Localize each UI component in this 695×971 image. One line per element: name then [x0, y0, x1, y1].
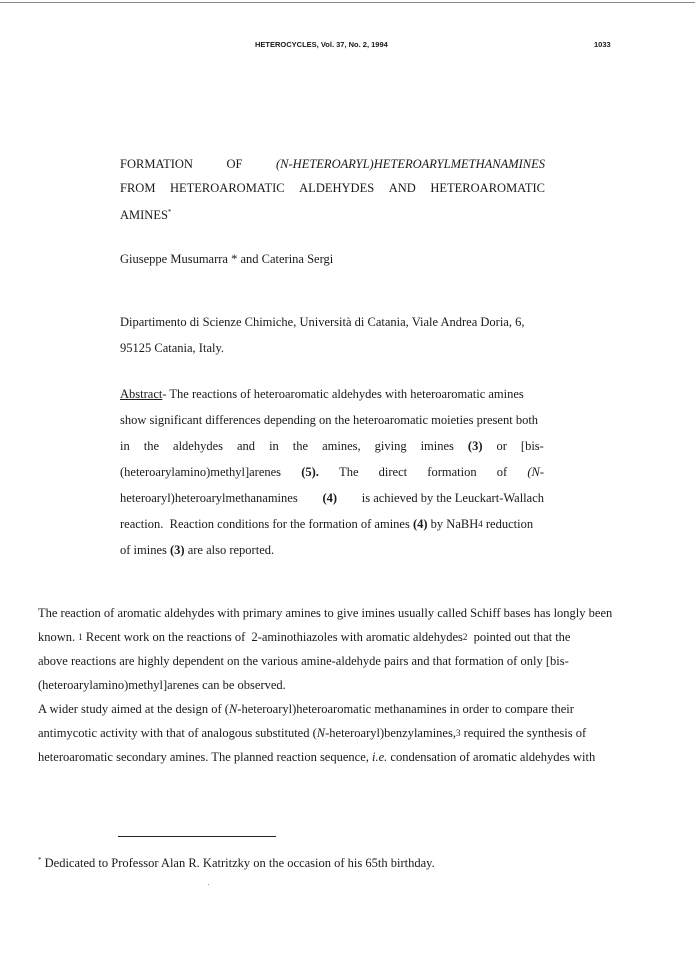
footnote-marker: * — [38, 856, 42, 864]
top-border-line — [0, 2, 695, 3]
title-word: HETEROAROMATIC — [430, 181, 545, 195]
title-word: AMINES — [120, 208, 168, 223]
affiliation-line-1: Dipartimento di Scienze Chimiche, Università di Catania, Viale Andrea Doria, 6, — [120, 315, 525, 329]
author-list: Giuseppe Musumarra * and Caterina Sergi — [120, 252, 334, 266]
body-text-run: i.e. — [372, 750, 388, 764]
body-line — [38, 625, 655, 649]
title-word: OF — [226, 157, 243, 171]
abstract-line-3 — [120, 433, 544, 459]
title-line-1 — [120, 152, 545, 176]
abstract-line-5 — [120, 485, 544, 511]
footnote-separator — [118, 836, 276, 837]
title-word: FROM — [120, 181, 156, 195]
body-line — [38, 697, 655, 721]
title-word: HETEROAROMATIC — [170, 181, 285, 195]
abstract-word: in — [269, 439, 279, 453]
body-text-run: N — [316, 726, 326, 740]
body-text-run: known. — [38, 630, 76, 644]
compound-ref: (3) — [170, 543, 185, 557]
abstract-word: giving — [374, 439, 407, 453]
abstract-word: (heteroarylamino)methyl]arenes — [120, 465, 282, 479]
title-footnote-marker: * — [167, 208, 172, 216]
body-text-run: -heteroaryl)benzylamines, — [325, 726, 456, 740]
body-text-run: N — [228, 702, 238, 716]
title-line-3 — [120, 200, 545, 227]
abstract-word: the — [292, 439, 309, 453]
body-line — [38, 649, 655, 673]
body-text-run: A wider study aimed at the design of ( — [38, 702, 229, 716]
abstract-text: reaction. Reaction conditions for the formation of amines — [120, 517, 410, 531]
body-text-run: (heteroarylamino)methyl]arenes can be observed. — [38, 678, 286, 692]
page-number: 1033 — [594, 40, 611, 49]
abstract-line-4 — [120, 459, 544, 485]
running-header — [0, 40, 695, 56]
abstract-word: of — [496, 465, 508, 479]
body-text-run: -heteroaryl)heteroaromatic methanamines in order to compare their — [237, 702, 574, 716]
abstract-text: show significant differences depending on the heteroaromatic moieties present both — [120, 413, 539, 427]
abstract-text: is achieved by the Leuckart-Wallach — [361, 491, 544, 505]
abstract-text: reduction — [485, 517, 534, 531]
abstract-word: amines, — [322, 439, 361, 453]
body-text-run: condensation of aromatic aldehydes with — [390, 750, 596, 764]
body-text-run: antimycotic activity with that of analogous substituted ( — [38, 726, 317, 740]
abstract-word: formation — [427, 465, 477, 479]
body-line — [38, 673, 655, 697]
body-text-run: heteroaromatic secondary amines. The planned reaction sequence, — [38, 750, 369, 764]
scan-speck — [208, 884, 209, 885]
footnote — [38, 856, 435, 871]
title-word: AND — [388, 181, 416, 195]
abstract-word: imines — [420, 439, 454, 453]
compound-ref: (4) — [412, 517, 428, 531]
abstract-word: aldehydes — [173, 439, 223, 453]
journal-citation: HETEROCYCLES, Vol. 37, No. 2, 1994 — [255, 40, 388, 49]
body-text-run: above reactions are highly dependent on the various amine-aldehyde pairs and that formation of only [bis- — [38, 654, 569, 668]
abstract-word: (N- — [527, 465, 544, 479]
abstract-line-6 — [120, 511, 544, 537]
abstract-text: heteroaryl)heteroarylmethanamines — [120, 491, 298, 505]
abstract-word: direct — [378, 465, 408, 479]
affiliation-line-2: 95125 Catania, Italy. — [120, 341, 225, 355]
abstract-line-7 — [120, 537, 544, 563]
abstract-word: the — [143, 439, 160, 453]
body-text-run: pointed out that the — [473, 630, 571, 644]
title-word: FORMATION — [120, 157, 193, 171]
affiliation — [120, 309, 550, 361]
compound-ref: (5). — [301, 465, 319, 479]
abstract-line-2 — [120, 407, 544, 433]
citation-ref: 3 — [455, 728, 461, 738]
body-line — [38, 601, 655, 625]
body-line — [38, 745, 655, 769]
citation-ref: 2 — [462, 632, 468, 642]
body-text — [38, 601, 655, 769]
abstract-word: [bis- — [520, 439, 544, 453]
abstract-word: The — [339, 465, 359, 479]
footnote-text: Dedicated to Professor Alan R. Katritzky on the occasion of his 65th birthday. — [44, 856, 435, 871]
body-text-run: The reaction of aromatic aldehydes with primary amines to give imines usually called Schiff bases has longly been — [38, 606, 613, 620]
abstract-word: or — [496, 439, 507, 453]
citation-ref: 1 — [78, 632, 83, 642]
abstract-label: Abstract — [120, 387, 163, 401]
body-text-run: required the synthesis of — [463, 726, 587, 740]
abstract-text: - The reactions of heteroaromatic aldehydes with heteroaromatic amines — [162, 387, 524, 401]
abstract-text: are also reported. — [187, 543, 275, 557]
abstract-word: and — [237, 439, 256, 453]
title-line-2 — [120, 176, 545, 200]
title-word: (N-HETEROARYL)HETEROARYLMETHANAMINES — [276, 157, 545, 171]
abstract-word: in — [120, 439, 130, 453]
abstract-text: by NaBH — [430, 517, 479, 531]
article-title — [120, 152, 545, 227]
abstract-text: of imines — [120, 543, 167, 557]
title-word: ALDEHYDES — [299, 181, 375, 195]
subscript: 4 — [478, 519, 483, 529]
body-line — [38, 721, 655, 745]
abstract-line-1 — [120, 381, 544, 407]
compound-ref: (4) — [322, 491, 338, 505]
compound-ref: (3) — [467, 439, 483, 453]
body-text-run: Recent work on the reactions of 2-aminothiazoles with aromatic aldehydes — [85, 630, 463, 644]
abstract-block — [120, 381, 544, 563]
